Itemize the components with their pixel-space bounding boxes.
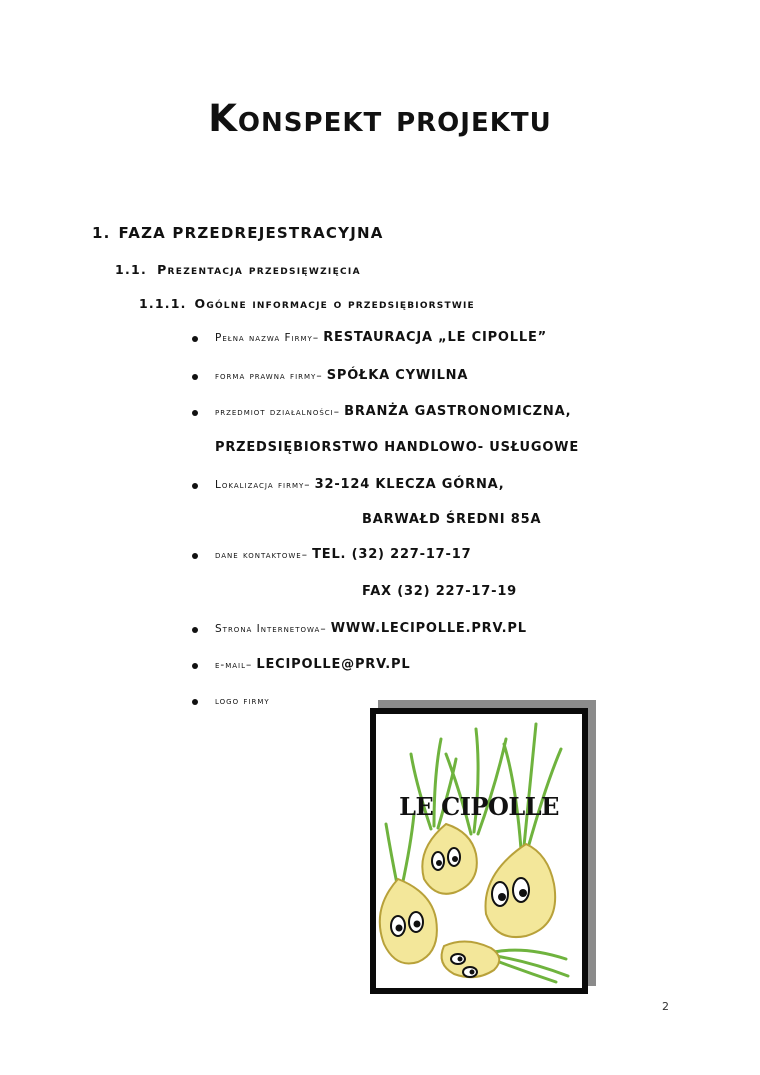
item-label: Pełna nazwa Firmy– [215,332,320,344]
item-value-suffix: , [498,477,505,492]
item-value: 32-124 KLECZA GÓRNA [314,477,499,492]
list-item-name [215,330,547,345]
bullet-icon [192,627,198,633]
item-label: Strona Internetowa– [215,623,327,635]
item-value: RESTAURACJA „LE CIPOLLE” [323,330,547,345]
item-label: forma prawna firmy– [215,370,323,382]
item-value: BRANŻA GASTRONOMICZNA, [344,404,572,419]
bullet-icon [192,699,198,705]
list-item-location [215,477,504,492]
item-value: SPÓŁKA CYWILNA [326,368,469,383]
subsubsection-label: Ogólne informacje o przedsiębiorstwie [194,296,475,311]
bullet-icon [192,663,198,669]
item-label: przedmiot działalności– [215,406,340,418]
bullet-icon [192,336,198,342]
list-item-email [215,657,410,672]
list-item-logo [215,693,270,708]
item-value-line2: BARWAŁD ŚREDNI 85A [362,512,542,527]
subsection-label: Prezentacja przedsięwzięcia [157,262,361,277]
list-item-location-continued [362,512,541,527]
bullet-icon [192,483,198,489]
list-item-website [215,621,527,636]
bullet-icon [192,553,198,559]
item-label: logo firmy [215,695,270,707]
section-heading [92,224,384,242]
item-label: e-mail– [215,659,253,671]
item-value-line2: PRZEDSIĘBIORSTWO HANDLOWO- USŁUGOWE [215,440,580,455]
subsection-number: 1.1. [115,262,148,277]
item-label: Lokalizacja firmy– [215,479,311,491]
section-number: 1. [92,224,111,242]
item-value: WWW.LECIPOLLE.PRV.PL [330,621,527,636]
list-item-contact-fax [362,584,517,599]
subsection-heading [115,262,361,277]
company-logo [370,708,588,994]
item-value: LECIPOLLE@PRV.PL [256,657,411,672]
section-label: FAZA PRZEDREJESTRACYJNA [118,224,384,242]
logo-text: LE CIPOLLE [399,792,559,821]
bullet-icon [192,410,198,416]
list-item-legal-form [215,368,468,383]
item-label: dane kontaktowe– [215,549,308,561]
onion-illustration [376,714,582,988]
bullet-icon [192,374,198,380]
item-value-line2: FAX (32) 227-17-19 [362,584,518,599]
list-item-activity [215,404,571,419]
list-item-contact [215,547,471,562]
item-value: TEL. (32) 227-17-17 [312,547,472,562]
page-number: 2 [662,1000,669,1013]
subsubsection-number: 1.1.1. [139,296,187,311]
page-title: Konspekt projektu [208,97,552,140]
subsubsection-heading [139,296,475,311]
list-item-activity-continued [215,440,579,455]
